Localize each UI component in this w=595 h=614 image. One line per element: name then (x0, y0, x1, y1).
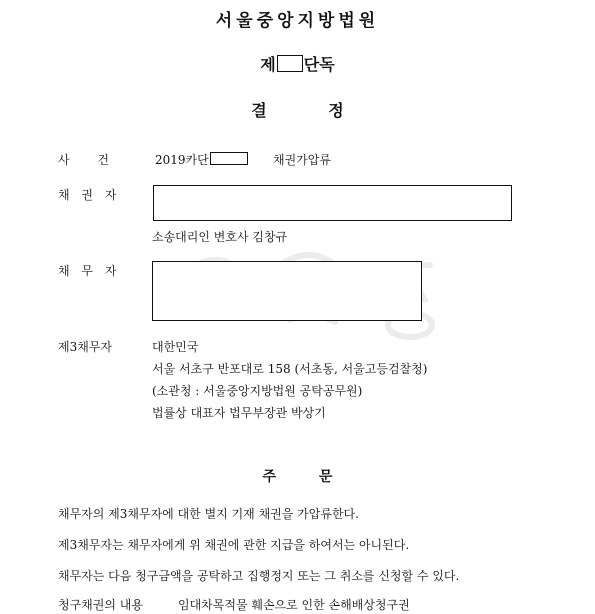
case-number (155, 151, 248, 168)
third-debtor-line: 법률상 대표자 법무부장관 박상기 (152, 406, 326, 420)
debtor-redaction-box (152, 261, 422, 321)
claim-value: 임대차목적물 훼손으로 인한 손해배상청구권 (178, 598, 410, 612)
third-debtor-line: 서울 서초구 반포대로 158 (서초동, 서울고등검찰청) (152, 362, 428, 376)
third-debtor-line: 대한민국 (152, 340, 199, 354)
order-line: 제3채무자는 채무자에게 위 채권에 관한 지급을 하여서는 아니된다. (58, 538, 410, 552)
order-line: 채무자는 다음 청구금액을 공탁하고 집행정지 또는 그 취소를 신청할 수 있다. (58, 569, 460, 583)
division-heading (0, 52, 595, 75)
creditor-counsel: 소송대리인 변호사 김창규 (152, 230, 288, 244)
creditor-redaction-box (153, 185, 512, 221)
document-title: 결 정 (251, 101, 344, 120)
order-title: 주 문 (262, 469, 333, 485)
case-label: 사 건 (58, 153, 109, 167)
redaction-box (210, 152, 248, 165)
case-type: 채권가압류 (273, 153, 331, 167)
debtor-label: 채 무 자 (58, 264, 117, 278)
division-prefix: 제 (260, 55, 276, 74)
order-line: 채무자의 제3채무자에 대한 별지 기재 채권을 가압류한다. (58, 507, 359, 521)
division-suffix: 단독 (303, 55, 335, 74)
claim-label: 청구채권의 내용 (58, 598, 143, 612)
third-debtor-line: (소관청 : 서울중앙지방법원 공탁공무원) (152, 384, 363, 398)
third-debtor-label: 제3채무자 (58, 340, 113, 354)
redaction-box (277, 55, 303, 72)
court-name: 서울중앙지방법원 (215, 11, 380, 31)
creditor-label: 채 권 자 (58, 188, 117, 202)
case-number-text: 2019카단 (155, 153, 209, 167)
